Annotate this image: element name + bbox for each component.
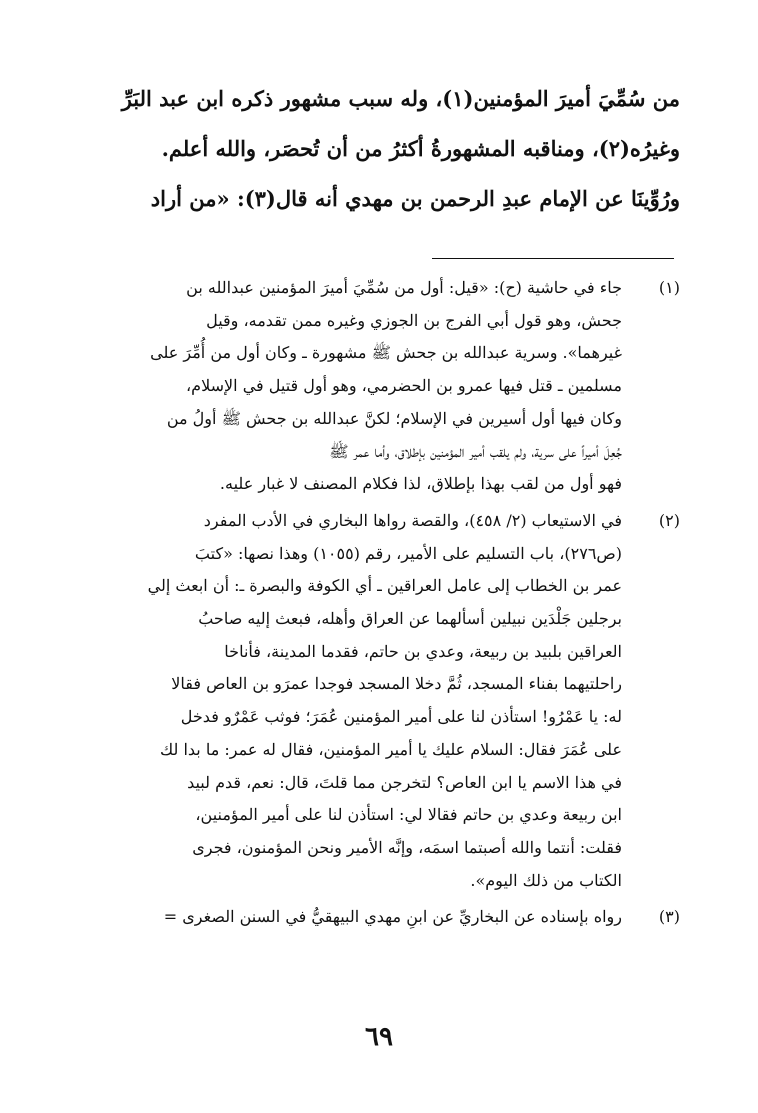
footnote-line: غيرهما». وسرية عبدالله بن جحش ﷺ مشهورة ـ وكان أول من أُمِّرَ على xyxy=(150,343,622,363)
main-text-line: ورُوِّينَا عن الإمام عبدِ الرحمن بن مهدي أنه قال(٣): «من أراد xyxy=(150,186,680,211)
footnote-line: عمر بن الخطاب إلى عامل العراقين ـ أي الكوفة والبصرة ـ: أن ابعث إلي xyxy=(147,576,622,596)
footnote-line: وكان فيها أول أسيرين في الإسلام؛ لكنَّ عبدالله بن جحش ﷺ أولُ من xyxy=(166,408,622,428)
footnote-text xyxy=(90,272,622,501)
footnote-line: ابن ربيعة وعدي بن حاتم فقالا لي: استأذن لنا على أمير المؤمنين، xyxy=(195,805,622,825)
footnote-3 xyxy=(90,901,680,934)
footnote-line: فهو أول من لقب بهذا بإطلاق، لذا فكلام المصنف لا غبار عليه. xyxy=(219,474,622,494)
footnote-number: (٢) xyxy=(658,510,680,530)
footnote-number: (٣) xyxy=(658,907,680,927)
footnotes-block xyxy=(90,272,680,938)
main-text-line: وغيرُه(٢)، ومناقبه المشهورةُ أكثرُ من أن تُحصَر، والله أعلم. xyxy=(161,136,680,161)
footnote-line: في الاستيعاب (٢/ ٤٥٨)، والقصة رواها البخاري في الأدب المفرد xyxy=(203,510,622,530)
footnote-line: (ص٢٧٦)، باب التسليم على الأمير، رقم (١٠٥٥) وهذا نصها: «كتبَ xyxy=(194,543,622,563)
footnote-line: جحش، وهو قول أبي الفرج بن الجوزي وغيره ممن تقدمه، وقيل xyxy=(206,310,622,330)
footnote-1 xyxy=(90,272,680,501)
footnote-line: برجلين جَلْدَين نبيلين أسألهما عن العراق وأهله، فبعث إليه صاحبُ xyxy=(198,609,622,629)
main-text-line: من سُمِّيَ أميرَ المؤمنين(١)، وله سبب مشهور ذكره ابن عبد البَرِّ xyxy=(121,86,680,111)
main-text-block xyxy=(90,74,680,224)
footnote-line: الكتاب من ذلك اليوم». xyxy=(470,870,622,890)
footnote-line: رواه بإسناده عن البخاريِّ عن ابنِ مهدي البيهقيُّ في السنن الصغرى = xyxy=(163,907,622,927)
footnote-line: العراقين بلبيد بن ربيعة، وعدي بن حاتم، فقدما المدينة، فأناخا xyxy=(224,641,622,661)
footnote-separator xyxy=(432,258,674,259)
footnote-line: على عُمَرَ فقال: السلام عليك يا أمير المؤمنين، فقال له عمر: ما بدا لك xyxy=(160,739,622,759)
footnote-text xyxy=(90,901,622,934)
footnote-line: فقلت: أنتما والله أصبتما اسمَه، وإنَّه الأمير ونحن المؤمنون، فجرى xyxy=(192,837,622,857)
footnote-line: له: يا عَمْرُو! استأذن لنا على أمير المؤمنين عُمَرَ؛ فوثب عَمْرٌو فدخل xyxy=(180,707,622,727)
footnote-line: في هذا الاسم يا ابن العاص؟ لتخرجن مما قلتَ، قال: نعم، قدم لبيد xyxy=(187,772,622,792)
footnote-line: مسلمين ـ قتل فيها عمرو بن الحضرمي، وهو أول قتيل في الإسلام، xyxy=(186,376,622,396)
footnote-line: جاء في حاشية (ح): «قيل: أول من سُمِّيَ أميرَ المؤمنين عبدالله بن xyxy=(186,278,622,297)
page-number: ٦٩ xyxy=(365,1022,393,1052)
footnote-line: جُعِلَ أميراً على سرية، ولم يلقب أمير المؤمنين بإطلاق، وأما عمر ﷺ xyxy=(329,441,622,461)
footnote-line: راحلتيهما بفناء المسجد، ثُمَّ دخلا المسجد فوجدا عمرَو بن العاص فقالا xyxy=(171,674,622,694)
footnote-text xyxy=(90,505,622,897)
footnote-2 xyxy=(90,505,680,897)
footnote-number: (١) xyxy=(658,278,680,297)
